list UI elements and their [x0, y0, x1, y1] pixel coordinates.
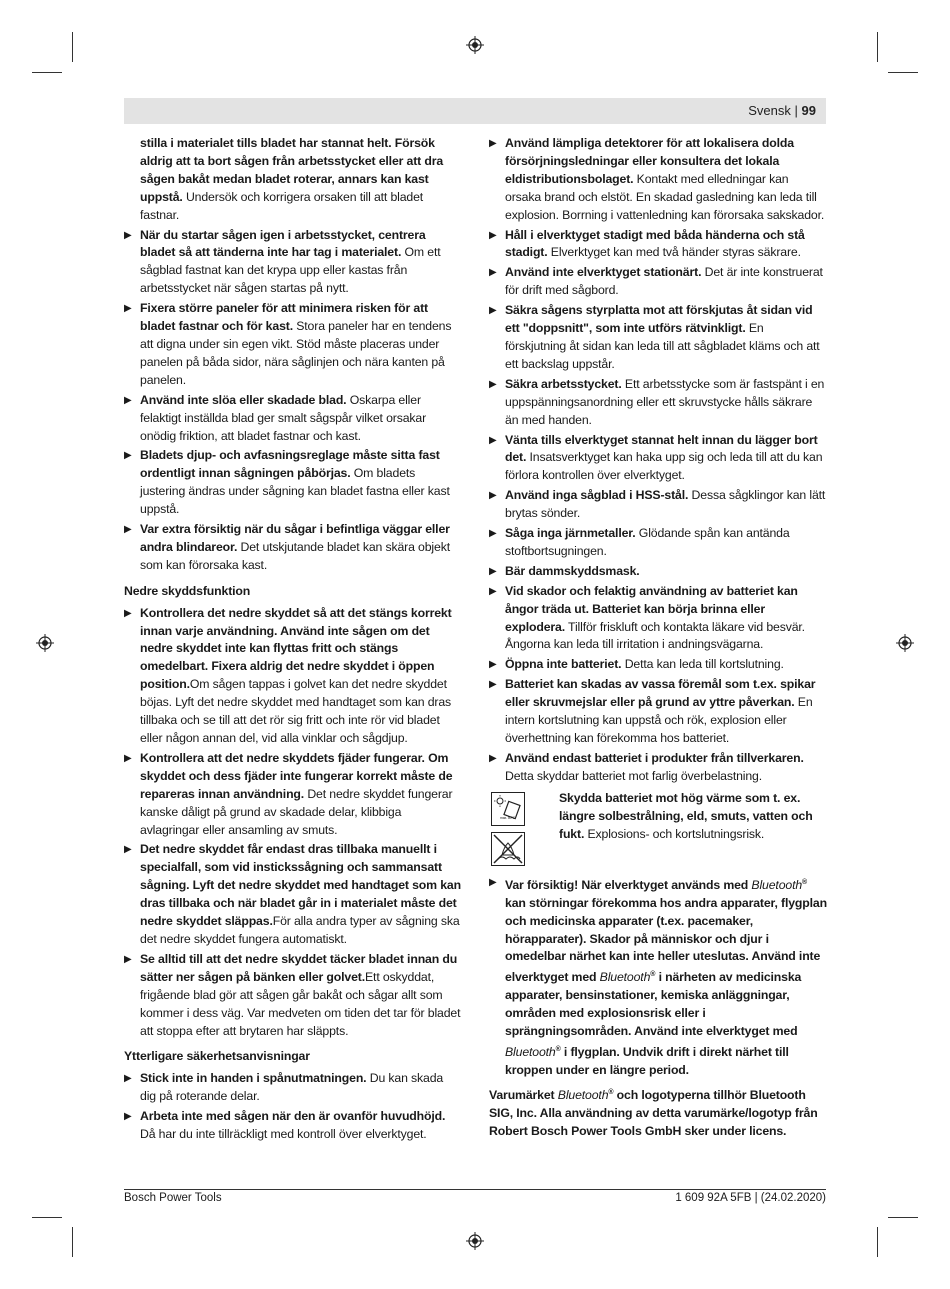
list-item: ▶ Såga inga järnmetaller. Glödande spån kan antända stoftbortsugningen. [489, 526, 790, 558]
footer-doc-number: 1 609 92A 5FB | (24.02.2020) [675, 1192, 826, 1204]
list-item: ▶ Säkra sågens styrplatta mot att förskjutas åt sidan vid ett "doppsnitt", som inte utförs rätvinkligt. En förskjutning åt sidan kan leda till att sågbladet kläms och att ett backslag uppstår. [489, 303, 820, 371]
list-item: ▶ Kontrollera att det nedre skyddets fjäder fungerar. Om skyddet och dess fjäder inte fungerar korrekt måste de repareras innan användning. Det nedre skyddet fungerar kanske dåligt på grund av skadade delar, klibbiga avlagringar eller ansamling av smuts. [124, 750, 453, 837]
crop-mark [888, 72, 918, 73]
footer-brand: Bosch Power Tools [124, 1192, 222, 1204]
trademark-paragraph: Varumärket Bluetooth® och logotyperna tillhör Bluetooth SIG, Inc. Alla användning av detta varumärke/logotyp från Robert Bosch Power Tools GmbH sker under licens. [489, 1088, 818, 1138]
list-item: ▶ Håll i elverktyget stadigt med båda händerna och stå stadigt. Elverktyget kan med två händer styras säkrare. [489, 227, 805, 260]
crop-mark [32, 1217, 62, 1218]
section-heading: Nedre skyddsfunktion [124, 583, 251, 598]
list-item: ▶ Vänta tills elverktyget stannat helt innan du lägger bort det. Insatsverktyget kan haka upp sig och leda till att du kan förlora kontrollen över elverktyget. [489, 432, 823, 483]
list-item: ▶ Säkra arbetsstycket. Ett arbetsstycke som är fastspänt i en uppspänningsanordning eller ett skruvstycke hålls säkrare än med handen. [489, 376, 825, 427]
list-item: ▶ Stick inte in handen i spånutmatningen. Du kan skada dig på roterande delar. [124, 1071, 444, 1104]
list-item: ▶ Använd lämpliga detektorer för att lokalisera dolda försörjningsledningar eller konsultera det lokala eldistributionsbolaget. Kontakt med elledningar kan orsaka brand och elstöt. En skadad gasledning kan leda till explosion. Borrning i vattenledning kan förorsaka sakskador. [489, 136, 825, 222]
warning-icons [491, 792, 525, 872]
prohibited-icon [492, 833, 524, 865]
battery-sun-max-temp-icon [491, 792, 525, 826]
list-item: ▶ Använd endast batteriet i produkter från tillverkaren. Detta skyddar batteriet mot farlig överbelastning. [489, 750, 804, 783]
crop-mark [877, 32, 878, 62]
list-item: ▶ Batteriet kan skadas av vassa föremål som t.ex. spikar eller skruvmejslar eller på grund av yttre påverkan. En intern kortslutning kan uppstå och rök, explosion eller överhettning kan förekomma hos batteriet. [489, 677, 816, 745]
list-item: ▶ Kontrollera det nedre skyddet så att det stängs korrekt innan varje användning. Använd inte sågen om det nedre skyddet inte kan flyttas fritt och stängs omedelbart. Fixera aldrig det nedre skyddet i öppen position.Om sågen tappas i golvet kan det nedre skyddet böjas. Lyft det nedre skyddet med handtaget som kan dras tillbaka och se till att det rör sig fritt och inte rör vid bladet eller någon annan del, vid alla vinklar och sågdjup. [124, 605, 452, 745]
no-fire-water-icon [491, 832, 525, 866]
crop-mark [32, 72, 62, 73]
intro-paragraph: stilla i materialet tills bladet har stannat helt. Försök aldrig att ta bort sågen från arbetsstycket eller att dra sågen bakåt medan bladet roterar, annars kan kast uppstå. Undersök och korrigera orsaken till att bladet fastnar. [140, 136, 444, 222]
list-item: ▶ Bladets djup- och avfasningsreglage måste sitta fast ordentligt innan sågningen påbörjas. Om bladets justering ändras under sågning kan bladet fastna eller kast uppstå. [124, 448, 450, 517]
list-item: ▶ Fixera större paneler för att minimera risken för att bladet fastnar och för kast. Stora paneler har en tendens att digna under sin egen vikt. Stöd måste placeras under panelen på båda sidor, nära såglinjen och nära kanten på panelen. [124, 301, 452, 387]
registration-mark-icon [36, 634, 54, 652]
registration-mark-icon [466, 36, 484, 54]
crop-mark [888, 1217, 918, 1218]
registration-mark-icon [896, 634, 914, 652]
left-column [124, 135, 462, 1146]
page-header [124, 98, 826, 124]
list-item: ▶ Arbeta inte med sågen när den är ovanför huvudhöjd. Då har du inte tillräckligt med kontroll över elverktyget. [124, 1109, 446, 1142]
footer-divider [124, 1189, 826, 1190]
list-item: ▶ Se alltid till att det nedre skyddet täcker bladet innan du sätter ner sågen på bänken eller golvet.Ett oskyddat, frigående blad gör att sågen går bakåt och sågar allt som kommer i dess väg. Var medveten om tiden det tar för bladet att stoppa efter att brytaren har släppts. [124, 951, 461, 1038]
list-item: ▶ Var extra försiktig när du sågar i befintliga väggar eller andra blindareor. Det utskjutande bladet kan skära objekt som kan förorsaka kast. [124, 522, 450, 572]
list-item: ▶ Öppna inte batteriet. Detta kan leda till kortslutning. [489, 657, 784, 672]
header-language: Svensk [748, 103, 791, 118]
warning-bold: Skydda batteriet mot hög värme som t. ex. längre solbestrålning, eld, smuts, vatten och fukt. [559, 790, 813, 841]
header-separator: | [794, 103, 798, 118]
list-item: ▶ Använd inga sågblad i HSS-stål. Dessa sågklingor kan lätt brytas sönder. [489, 488, 826, 521]
crop-mark [72, 1227, 73, 1257]
list-item: ▶ Vid skador och felaktig användning av batteriet kan ångor träda ut. Batteriet kan börja brinna eller explodera. Tillför friskluft och kontakta läkare vid besvär. Ångorna kan leda till irritation i andningsvägarna. [489, 583, 805, 652]
list-item: ▶ Bär dammskyddsmask. [489, 563, 640, 578]
warning-text: Explosions- och kortslutningsrisk. [584, 826, 765, 841]
list-item: ▶ När du startar sågen igen i arbetsstycket, centrera bladet så att tänderna inte har tag i materialet. Om ett sågblad fastnat kan det krypa upp eller kastas från arbetsstycket när sågen startas på nytt. [124, 227, 441, 296]
page-number: 99 [801, 103, 816, 118]
crop-mark [877, 1227, 878, 1257]
right-column [489, 135, 827, 1141]
max-temp-label: max. 50°C [500, 815, 516, 820]
section-heading: Ytterligare säkerhetsanvisningar [124, 1049, 310, 1064]
battery-heat-warning [489, 790, 827, 866]
registration-mark-icon [466, 1232, 484, 1250]
crop-mark [72, 32, 73, 62]
header-text [748, 103, 816, 118]
list-item: ▶ Det nedre skyddet får endast dras tillbaka manuellt i specialfall, som vid instickssågning och sammansatt sågning. Lyft det nedre skyddet med handtaget som kan dras tillbaka och när bladet går in i materialet måste det nedre skyddet släppas.För alla andra typer av sågning ska det nedre skyddet fungera automatiskt. [124, 842, 461, 946]
bluetooth-warning-item: ▶ Var försiktig! När elverktyget används med Bluetooth® kan störningar förekomma hos andra apparater, flygplan och medicinska apparater (t.ex. pacemaker, hörapparater). Skador på människor och djur i omedelbar närhet kan inte heller uteslutas. Använd inte elverktyget med Bluetooth® i närheten av medicinska apparater, bensinstationer, kemiska anläggningar, områden med explosionsrisk eller i sprängningsområden. Använd inte elverktyget med Bluetooth® i flygplan. Undvik drift i direkt närhet till kroppen under en längre period. [489, 876, 827, 1078]
sun-battery-icon [492, 793, 524, 825]
list-item: ▶ Använd inte elverktyget stationärt. Det är inte konstruerat för drift med sågbord. [489, 265, 823, 298]
list-item: ▶ Använd inte slöa eller skadade blad. Oskarpa eller felaktigt inställda blad ger smalt sågspår vilket orsakar onödig friktion, att bladet fastnar och kast. [124, 392, 427, 443]
